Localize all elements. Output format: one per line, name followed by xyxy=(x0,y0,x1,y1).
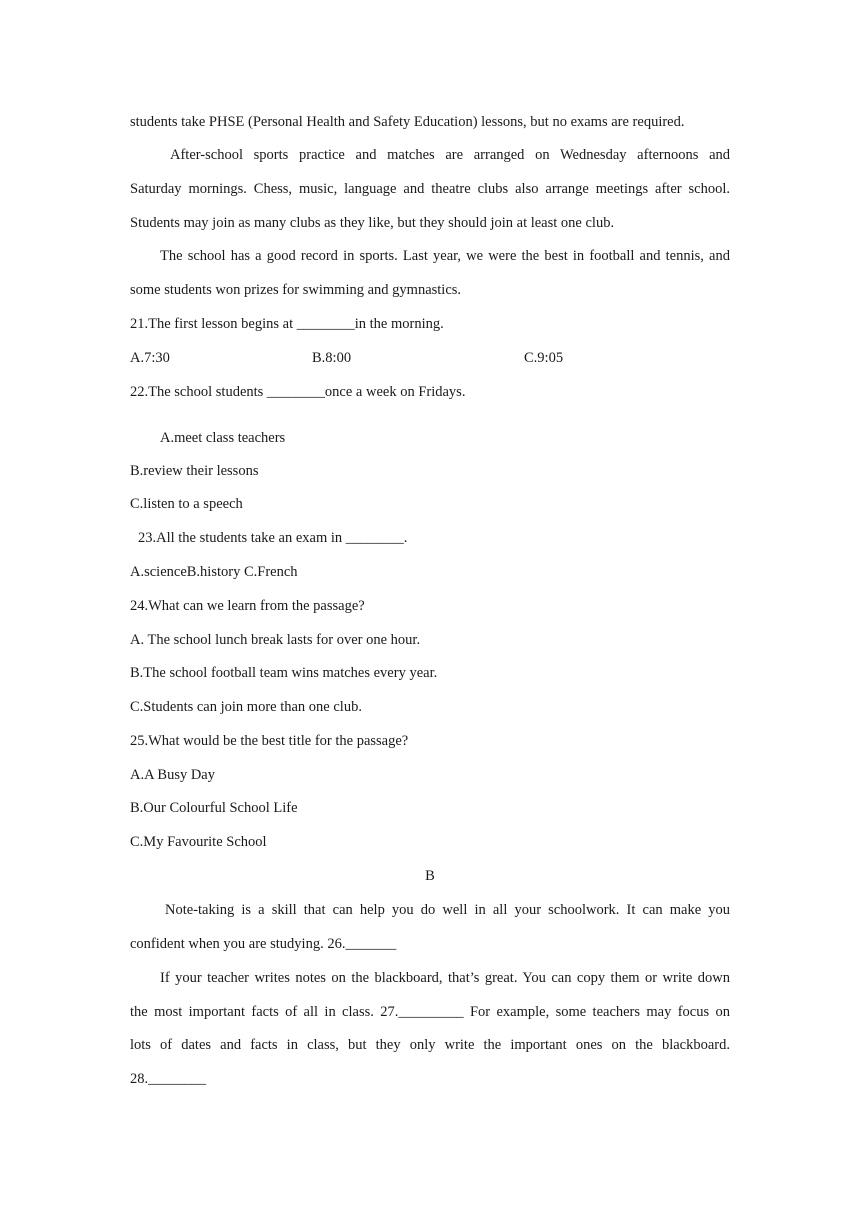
passage-a-text-line: some students won prizes for swimming and gymnastics. xyxy=(130,282,462,298)
question-21-stem: 21.The first lesson begins at ________in the morning. xyxy=(130,316,444,332)
question-24-option-c[interactable]: C.Students can join more than one club. xyxy=(130,699,362,715)
passage-a-text-line: After-school sports practice and matches are arranged on Wednesday afternoons and xyxy=(170,147,730,163)
passage-b-text-line: the most important facts of all in class. 27._________ For example, some teachers may focus on xyxy=(130,1004,730,1020)
passage-b-text-line: Note-taking is a skill that can help you do well in all your schoolwork. It can make you xyxy=(165,902,730,918)
question-24-option-a[interactable]: A. The school lunch break lasts for over one hour. xyxy=(130,632,421,648)
passage-a-text-line: students take PHSE (Personal Health and Safety Education) lessons, but no exams are required. xyxy=(130,114,685,130)
question-22-option-b[interactable]: B.review their lessons xyxy=(130,463,259,479)
question-23-options[interactable]: A.scienceB.history C.French xyxy=(130,564,298,580)
question-25-option-b[interactable]: B.Our Colourful School Life xyxy=(130,800,298,816)
question-22-option-c[interactable]: C.listen to a speech xyxy=(130,496,243,512)
question-21-option-b[interactable]: B.8:00 xyxy=(312,350,352,366)
passage-b-text-line: lots of dates and facts in class, but they only write the important ones on the blackboard. xyxy=(130,1037,730,1053)
question-25-option-c[interactable]: C.My Favourite School xyxy=(130,834,267,850)
question-24-option-b[interactable]: B.The school football team wins matches every year. xyxy=(130,665,438,681)
question-23-stem: 23.All the students take an exam in ________. xyxy=(138,530,408,546)
question-25-stem: 25.What would be the best title for the passage? xyxy=(130,733,409,749)
passage-a-text-line: The school has a good record in sports. Last year, we were the best in football and tennis, and xyxy=(160,248,730,264)
passage-a-text-line: Students may join as many clubs as they like, but they should join at least one club. xyxy=(130,215,615,231)
question-21-option-a[interactable]: A.7:30 xyxy=(130,350,170,366)
question-25-option-a[interactable]: A.A Busy Day xyxy=(130,767,215,783)
passage-a-text-line: Saturday mornings. Chess, music, language and theatre clubs also arrange meetings after school. xyxy=(130,181,730,197)
question-22-option-a[interactable]: A.meet class teachers xyxy=(160,430,286,446)
section-b-heading: B xyxy=(425,868,435,884)
passage-b-text-line: confident when you are studying. 26._______ xyxy=(130,936,397,952)
passage-b-text-line: If your teacher writes notes on the blackboard, that’s great. You can copy them or write down xyxy=(160,970,730,986)
question-22-stem: 22.The school students ________once a week on Fridays. xyxy=(130,384,466,400)
question-24-stem: 24.What can we learn from the passage? xyxy=(130,598,365,614)
question-21-option-c[interactable]: C.9:05 xyxy=(524,350,564,366)
passage-b-text-line: 28.________ xyxy=(130,1071,207,1087)
